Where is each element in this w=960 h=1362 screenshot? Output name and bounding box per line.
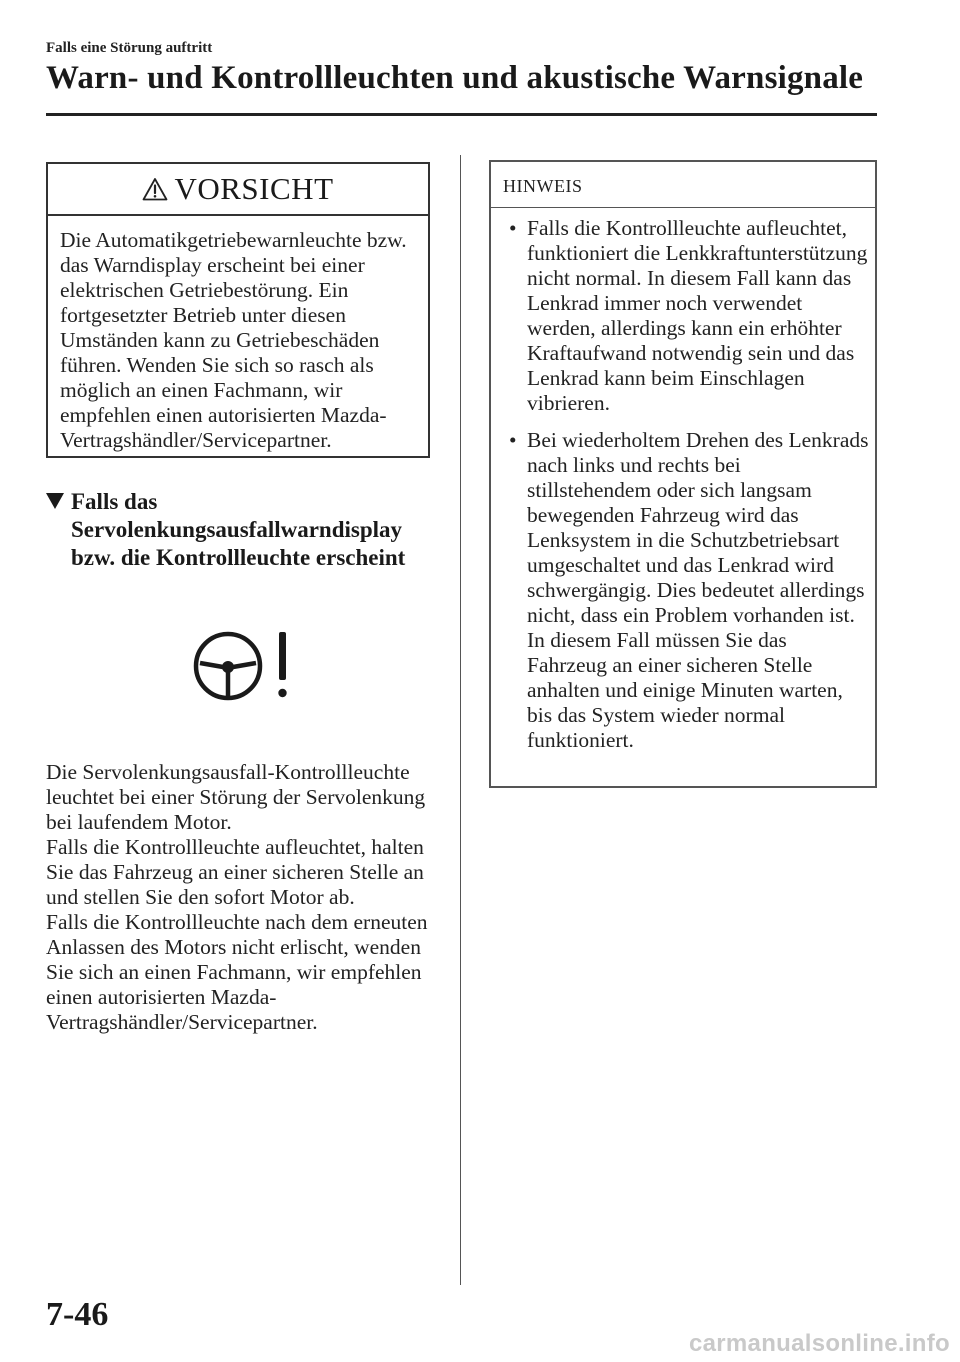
column-divider — [460, 155, 461, 1285]
subheading-text: Falls das Servolenkungsausfallwarndisplay bzw. die Kontrollleuchte erscheint — [71, 489, 406, 570]
chapter-title: Warn- und Kontrollleuchten und akustische Warnsignale — [46, 60, 864, 96]
body-paragraph-3: Falls die Kontrollleuchte nach dem erneuten Anlassen des Motors nicht erlischt, wenden Sie sich an einen Fachmann, wir empfehlen einen autorisierten Mazda-Vertragshändler/Servicepartner. — [46, 910, 428, 1034]
note-box — [489, 160, 877, 788]
triangle-down-icon — [46, 493, 64, 509]
subheading — [46, 488, 436, 572]
page-number: 7-46 — [46, 1296, 109, 1333]
body-text — [46, 760, 436, 1035]
caution-box — [46, 162, 430, 458]
caution-header — [48, 164, 428, 216]
power-steering-warning-icon — [190, 630, 300, 702]
steering-wheel-spoke-left — [200, 663, 223, 667]
body-paragraph-1: Die Servolenkungsausfall-Kontrollleuchte leuchtet bei einer Störung der Servolenkung bei laufendem Motor. — [46, 760, 426, 834]
exclamation-bar — [279, 632, 286, 680]
warning-triangle-icon — [142, 177, 168, 201]
header-rule — [46, 113, 877, 116]
note-item — [501, 216, 869, 416]
steering-wheel-hub — [222, 661, 234, 673]
caution-text: Die Automatikgetriebewarnleuchte bzw. das Warndisplay erscheint bei einer elektrischen Getriebestörung. Ein fortgesetzter Betrieb unter diesen Umständen kann zu Getriebeschäden führen. Wenden Sie sich so rasch als möglich an einen Fachmann, wir empfehlen einen autorisierten Mazda-Vertragshändler/Servicepartner. — [60, 228, 407, 452]
note-item — [501, 428, 869, 753]
note-list — [491, 208, 875, 753]
bullet-icon: • — [509, 216, 517, 240]
note-item-text: Falls die Kontrollleuchte aufleuchtet, funktioniert die Lenkkraftunterstützung nicht normal. In diesem Fall kann das Lenkrad immer noch verwendet werden, allerdings kann ein erhöhter Kraftaufwand notwendig sein und das Lenkrad kann beim Einschlagen vibrieren. — [527, 216, 868, 415]
section-label: Falls eine Störung auftritt — [46, 40, 213, 56]
caution-title: VORSICHT — [174, 171, 334, 206]
bullet-icon: • — [509, 428, 517, 452]
note-item-text: Bei wiederholtem Drehen des Lenkrads nach links und rechts bei stillstehendem oder sich langsam bewegenden Fahrzeug wird das Lenksystem in die Schutzbetriebsart umgeschaltet und das Lenkrad wird schwergängig. Dies bedeutet allerdings nicht, dass ein Problem vorhanden ist. In diesem Fall müssen Sie das Fahrzeug an einer sicheren Stelle anhalten und einige Minuten warten, bis das System wieder normal funktioniert. — [527, 428, 869, 752]
note-title: HINWEIS — [491, 162, 875, 208]
exclamation-dot — [278, 689, 286, 697]
watermark: carmanualsonline.info — [688, 1330, 950, 1357]
body-paragraph-2: Falls die Kontrollleuchte aufleuchtet, halten Sie das Fahrzeug an einer sicheren Stelle an und stellen Sie den sofort Motor ab. — [46, 835, 424, 909]
steering-wheel-spoke-right — [233, 663, 256, 667]
